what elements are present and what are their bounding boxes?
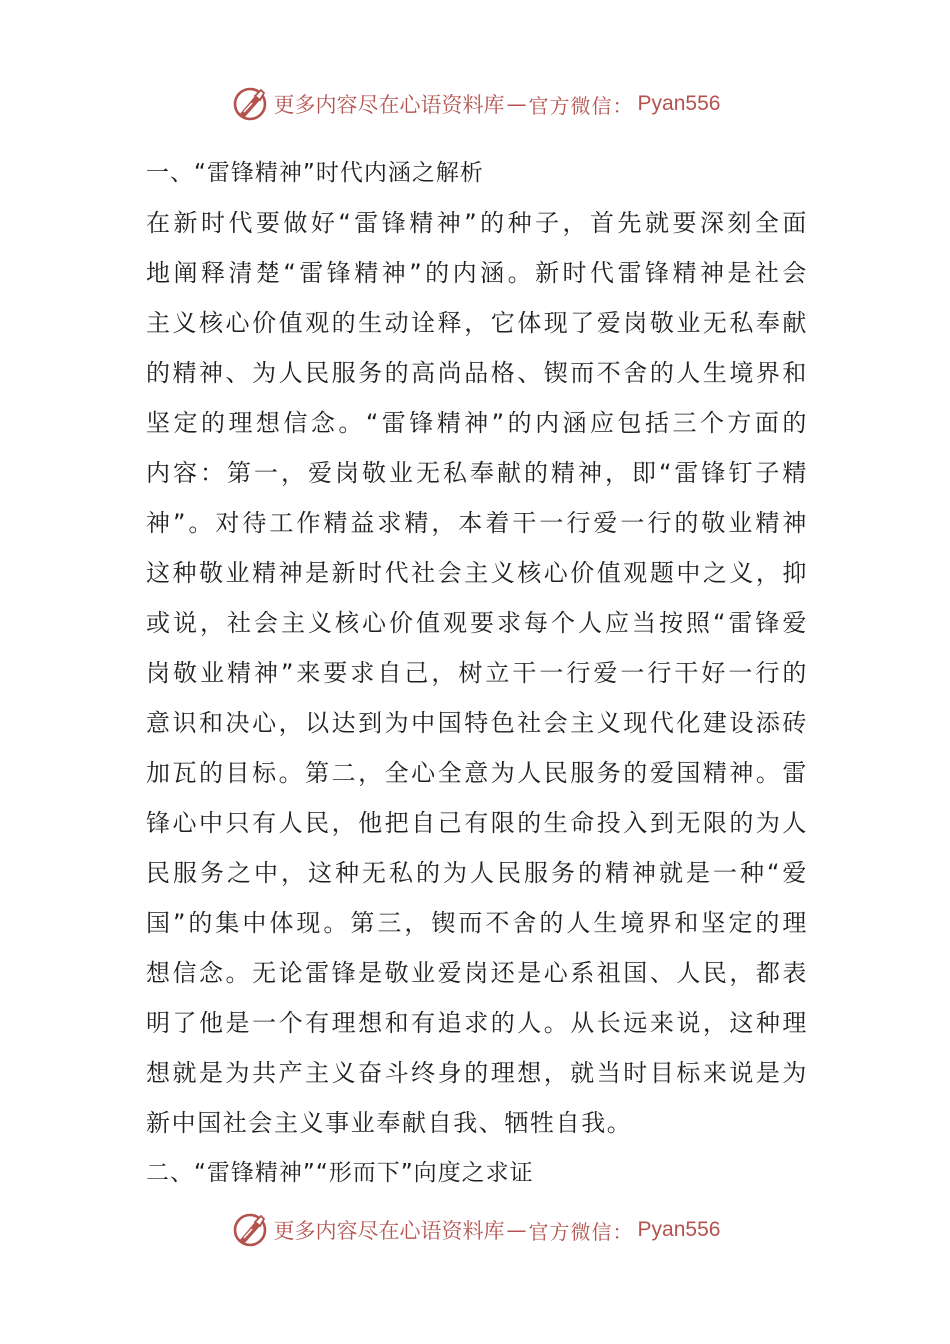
paragraph-line: 坚定的理想信念。“雷锋精神”的内涵应包括三个方面的 [146,409,808,437]
banner-slogan: 更多内容尽在心语资料库 [273,93,505,117]
paragraph-line: 的精神、为人民服务的高尚品格、锲而不舍的人生境界和 [146,359,808,387]
body-paragraph [146,198,808,1148]
paragraph-line: 内容：第一，爱岗敬业无私奉献的精神，即“雷锋钉子精 [146,459,808,487]
paragraph-line: 意识和决心，以达到为中国特色社会主义现代化建设添砖 [146,709,808,737]
paragraph-line: 岗敬业精神”来要求自己，树立干一行爱一行干好一行的 [146,659,808,687]
paragraph-line: 民服务之中，这种无私的为人民服务的精神就是一种“爱 [146,859,808,887]
paragraph-line: 新中国社会主义事业奉献自我、牺牲自我。 [146,1109,633,1137]
banner-wechat-id: Pyan556 [637,1218,721,1241]
pen-nib-logo-icon [230,84,270,124]
paragraph-line: 锋心中只有人民，他把自己有限的生命投入到无限的为人 [146,809,808,837]
paragraph-line: 这种敬业精神是新时代社会主义核心价值观题中之义，抑 [146,559,808,587]
paragraph-line: 或说，社会主义核心价值观要求每个人应当按照“雷锋爱 [146,609,808,637]
section-heading-1: 一、“雷锋精神”时代内涵之解析 [146,160,484,186]
paragraph-line: 想信念。无论雷锋是敬业爱岗还是心系祖国、人民，都表 [146,959,808,987]
paragraph-line: 在新时代要做好“雷锋精神”的种子，首先就要深刻全面 [146,209,808,237]
paragraph-line: 加瓦的目标。第二，全心全意为人民服务的爱国精神。雷 [146,759,808,787]
banner-wechat-label: 官方微信： [528,93,634,118]
pen-nib-logo-icon [230,1210,270,1250]
paragraph-line: 地阐释清楚“雷锋精神”的内涵。新时代雷锋精神是社会 [146,259,808,287]
paragraph-line: 神”。对待工作精益求精，本着干一行爱一行的敬业精神 [146,509,808,537]
header-banner [0,80,950,128]
banner-wechat-label: 官方微信： [528,1219,634,1244]
paragraph-line: 明了他是一个有理想和有追求的人。从长远来说，这种理 [146,1009,808,1037]
paragraph-line: 主义核心价值观的生动诠释，它体现了爱岗敬业无私奉献 [146,309,808,337]
banner-separator: — [506,1218,527,1242]
banner-wechat-id: Pyan556 [637,92,721,115]
section-heading-2: 二、“雷锋精神”“形而下”向度之求证 [146,1160,534,1186]
banner-slogan: 更多内容尽在心语资料库 [273,1219,505,1243]
banner-separator: — [506,92,527,116]
paragraph-line: 国”的集中体现。第三，锲而不舍的人生境界和坚定的理 [146,909,808,937]
paragraph-line: 想就是为共产主义奋斗终身的理想，就当时目标来说是为 [146,1059,808,1087]
footer-banner [0,1206,950,1254]
document-body [146,148,808,1198]
